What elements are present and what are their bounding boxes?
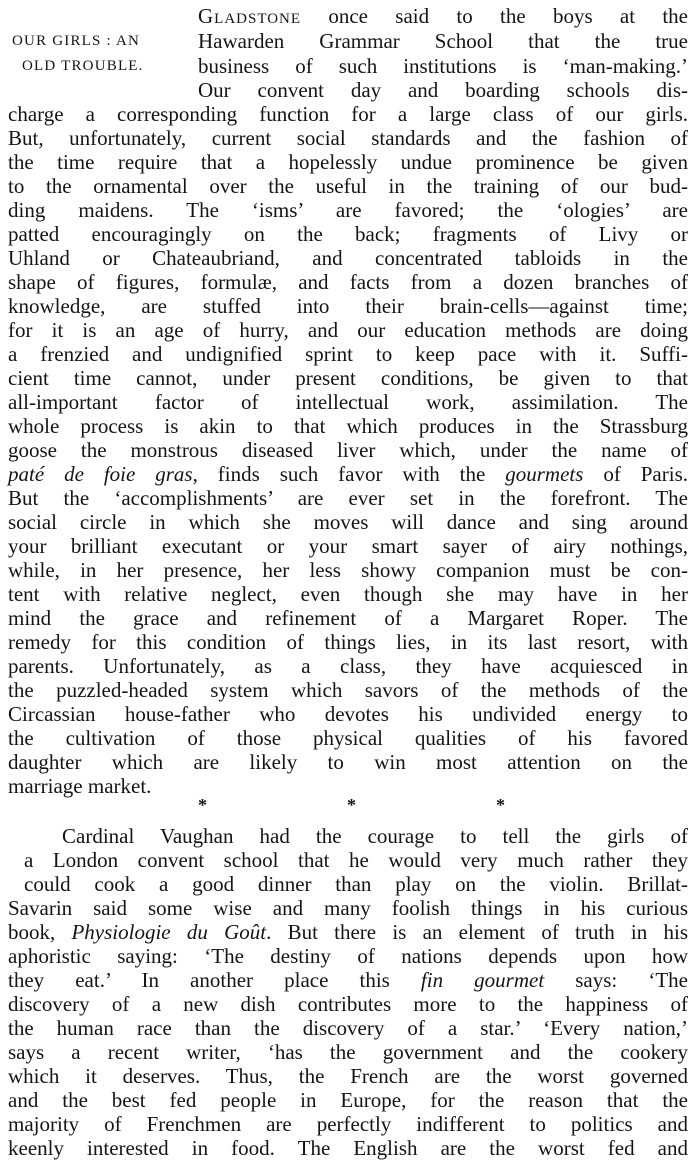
text-line: Gladstone once said to the boys at the [198, 4, 688, 28]
text-line: Hawarden Grammar School that the true [198, 29, 688, 53]
text-line: Uhland or Chateaubriand, and concentrated tabloids in the [8, 246, 688, 270]
text-line: aphoristic saying: ‘The destiny of nations depends upon how [8, 944, 688, 968]
text-line: patted encouragingly on the back; fragments of Livy or [8, 222, 688, 246]
text-line: they eat.’ In another place this fin gourmet says: ‘The [8, 968, 688, 992]
text-line: social circle in which she moves will dance and sing around [8, 510, 688, 534]
text-line: a London convent school that he would very much rather they [24, 848, 688, 872]
separator-asterisk: * [198, 795, 207, 815]
separator-asterisk: * [496, 795, 505, 815]
text-line: could cook a good dinner than play on the violin. Brillat- [24, 872, 688, 896]
text-line: while, in her presence, her less showy companion must be con- [8, 558, 688, 582]
text-line: Cardinal Vaughan had the courage to tell the girls of [62, 824, 688, 848]
text-line: paté de foie gras, finds such favor with the gourmets of Paris. [8, 462, 689, 486]
text-line: ding maidens. The ‘isms’ are favored; the ‘ologies’ are [8, 198, 688, 222]
text-line: the time require that a hopelessly undue prominence be given [8, 150, 688, 174]
text-line: But the ‘accomplishments’ are ever set in the forefront. The [8, 486, 688, 510]
text-line: Our convent day and boarding schools dis- [198, 78, 688, 102]
text-line: But, unfortunately, current social standards and the fashion of [8, 126, 688, 150]
text-line: goose the monstrous diseased liver which, under the name of [8, 438, 688, 462]
text-line: Circassian house-father who devotes his undivided energy to [8, 702, 688, 726]
text-line: shape of figures, formulæ, and facts from a dozen branches of [8, 270, 688, 294]
text-line: the cultivation of those physical qualities of his favored [8, 726, 688, 750]
separator-asterisk: * [347, 795, 356, 815]
text-line: a frenzied and undignified sprint to keep pace with it. Suffi- [8, 342, 688, 366]
section-separator [8, 795, 688, 815]
text-line: your brilliant executant or your smart sayer of airy nothings, [8, 534, 688, 558]
text-line: daughter which are likely to win most attention on the [8, 750, 688, 774]
text-line: the puzzled-headed system which savors of the methods of the [8, 678, 688, 702]
text-line: cient time cannot, under present conditions, be given to that [8, 366, 688, 390]
text-line: parents. Unfortunately, as a class, they have acquiesced in [8, 654, 688, 678]
text-line: keenly interested in food. The English are the worst fed and [8, 1136, 688, 1160]
sidenote-title-line2: OLD TROUBLE. [22, 58, 144, 74]
text-line: business of such institutions is ‘man-making.’ [198, 54, 688, 78]
text-line: knowledge, are stuffed into their brain-cells—against time; [8, 294, 688, 318]
text-line: Savarin said some wise and many foolish things in his curious [8, 896, 688, 920]
sidenote-title-line1: OUR GIRLS : AN [12, 33, 141, 49]
text-line: marriage market. [8, 774, 152, 798]
text-line: for it is an age of hurry, and our education methods are doing [8, 318, 688, 342]
text-line: the human race than the discovery of a star.’ ‘Every nation,’ [8, 1016, 688, 1040]
text-line: and the best fed people in Europe, for the reason that the [8, 1088, 688, 1112]
text-line: which it deserves. Thus, the French are the worst governed [8, 1064, 688, 1088]
text-line: mind the grace and refinement of a Margaret Roper. The [8, 606, 688, 630]
text-line: charge a corresponding function for a large class of our girls. [8, 102, 688, 126]
text-line: tent with relative neglect, even though she may have in her [8, 582, 688, 606]
text-line: majority of Frenchmen are perfectly indifferent to politics and [8, 1112, 688, 1136]
text-line: says a recent writer, ‘has the government and the cookery [8, 1040, 688, 1064]
text-line: all-important factor of intellectual work, assimilation. The [8, 390, 688, 414]
text-line: discovery of a new dish contributes more to the happiness of [8, 992, 688, 1016]
text-line: book, Physiologie du Goût. But there is an element of truth in his [8, 920, 688, 944]
text-line: to the ornamental over the useful in the training of our bud- [8, 174, 688, 198]
text-line: remedy for this condition of things lies, in its last resort, with [8, 630, 688, 654]
text-line: whole process is akin to that which produces in the Strassburg [8, 414, 688, 438]
